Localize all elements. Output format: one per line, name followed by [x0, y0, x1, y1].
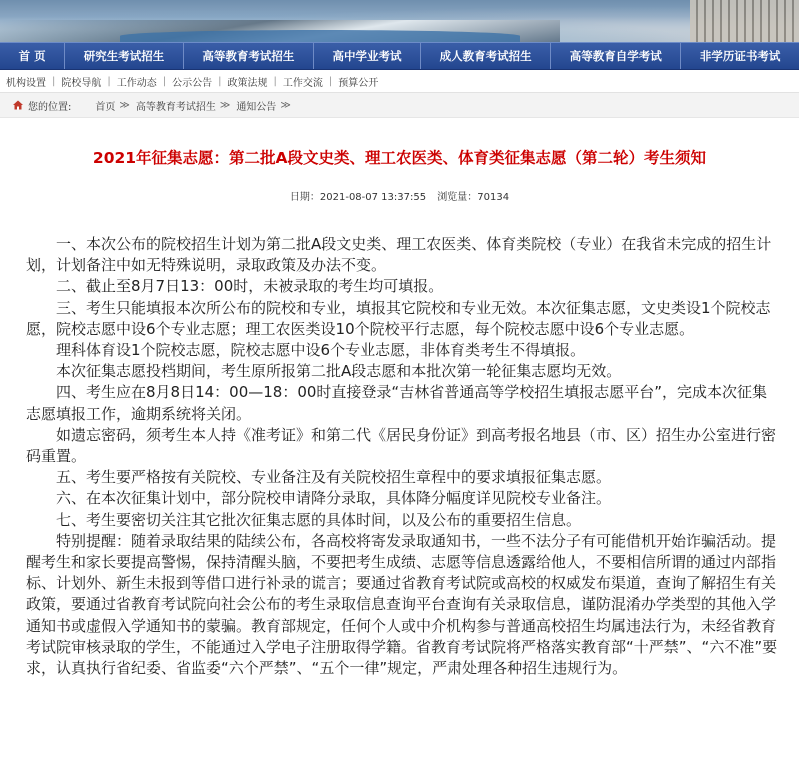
article-paragraph: 六、在本次征集计划中，部分院校申请降分录取，具体降分幅度详见院校专业备注。 — [56, 489, 612, 508]
article-view-count: 浏览量：70134 — [437, 192, 510, 203]
article-paragraph: 一、本次公布的院校招生计划为第二批A段文史类、理工农医类、体育类院校（专业）在我省未完成的招生计划，计划备注中如无特殊说明，录取政策及办法不变。 — [26, 235, 772, 275]
breadcrumb-higher-education[interactable]: 高等教育考试招生 — [135, 101, 216, 113]
chevron-right-icon: ≫ — [219, 99, 231, 111]
article-paragraph: 三、考生只能填报本次所公布的院校和专业，填报其它院校和专业无效。本次征集志愿，文史类设1个院校志愿，院校志愿中设6个专业志愿；理工农医类设10个院校平行志愿，每个院校志愿中设6个专业志愿。 — [26, 298, 771, 338]
article-paragraph: 本次征集志愿投档期间，考生原所报第二批A段志愿和本批次第一轮征集志愿均无效。 — [56, 362, 622, 381]
article-paragraph: 七、考生要密切关注其它批次征集志愿的具体时间，以及公布的重要招生信息。 — [56, 510, 582, 529]
subnav-item-exchange[interactable]: 工作交流 — [282, 77, 323, 89]
breadcrumb — [0, 93, 799, 118]
article-paragraph: 五、考生要严格按有关院校、专业备注及有关院校招生章程中的要求填报征集志愿。 — [56, 468, 612, 487]
breadcrumb-label: 您的位置: — [28, 101, 72, 113]
subnav-item-work-news[interactable]: 工作动态 — [116, 77, 157, 89]
subnav-separator: | — [218, 75, 222, 87]
article-title: 2021年征集志愿：第二批A段文史类、理工农医类、体育类征集志愿（第二轮）考生须知 — [92, 149, 707, 167]
subnav-item-organization[interactable]: 机构设置 — [6, 77, 46, 89]
subnav-separator: | — [162, 75, 167, 87]
article-date: 日期：2021-08-07 13:37:55 — [289, 192, 427, 203]
article-body — [26, 234, 778, 679]
home-icon — [12, 99, 24, 111]
nav-item-graduate-exam[interactable]: 研究生考试招生 — [65, 43, 184, 69]
nav-item-certificate-exam[interactable]: 非学历证书考试 — [699, 49, 781, 63]
chevron-right-icon: ≫ — [280, 99, 291, 111]
subnav-separator: | — [52, 75, 56, 87]
subnav-separator: | — [328, 75, 333, 87]
article-paragraph: 如遗忘密码，须考生本人持《准考证》和第二代《居民身份证》到高考报名地县（市、区）招生办公室进行密码重置。 — [26, 425, 777, 466]
sub-nav — [0, 70, 799, 93]
subnav-item-school-navigation[interactable]: 院校导航 — [61, 77, 102, 89]
article-paragraph: 四、考生应在8月8日14：00—18：00时直接登录“吉林省普通高等学校招生填报志愿平台”，完成本次征集志愿填报工作，逾期系统将关闭。 — [26, 383, 767, 423]
article-paragraph: 理科体育设1个院校志愿，院校志愿中设6个专业志愿，非体育类考生不得填报。 — [56, 341, 586, 360]
nav-item-higher-education-exam[interactable]: 高等教育考试招生 — [184, 43, 314, 69]
nav-item-self-study-exam[interactable]: 高等教育自学考试 — [551, 43, 681, 69]
subnav-item-policies[interactable]: 政策法规 — [227, 77, 268, 89]
subnav-item-budget[interactable]: 预算公开 — [338, 77, 379, 89]
main-nav — [0, 42, 799, 70]
article-paragraph: 二、截止至8月7日13：00时，未被录取的考生均可填报。 — [56, 277, 444, 296]
breadcrumb-home[interactable]: 首页 — [95, 101, 116, 113]
nav-item-adult-education-exam[interactable]: 成人教育考试招生 — [421, 43, 551, 69]
subnav-separator: | — [273, 75, 277, 87]
header-banner-image — [0, 0, 799, 42]
nav-item-home[interactable]: 首 页 — [0, 43, 65, 69]
chevron-right-icon: ≫ — [119, 99, 130, 111]
article-paragraph: 特别提醒：随着录取结果的陆续公布，各高校将寄发录取通知书，一些不法分子有可能借机开始诈骗活动。提醒考生和家长要提高警惕，保持清醒头脑，不要把考生成绩、志愿等信息透露给他人，不要相信所谓的通过内部指标、计划外、新生未报到等借口进行补录的谎言；要通过省教育考试院或高校的权威发布渠道，查询了解招生有关政策，要通过省教育考试院向社会公布的考生录取信息查询平台查询有关录取信息，谨防混淆办学类型的其他入学通知书或虚假入学通知书的蒙骗。教育部规定，任何个人或中介机构参与普通高校招生均属违法行为，未经省教育考试院审核录取的学生，不能通过入学电子注册取得学籍。省教育考试院将严格落实教育部“十严禁”、“六不准”要求，认真执行省纪委、省监委“六个严禁”、“五个一律”规定，严肃处理各种招生违规行为。 — [26, 531, 778, 678]
subnav-separator: | — [107, 75, 111, 87]
article-meta — [0, 188, 799, 203]
nav-item-high-school-exam[interactable]: 高中学业考试 — [314, 43, 421, 69]
subnav-item-announcements[interactable]: 公示公告 — [172, 77, 213, 89]
breadcrumb-notices[interactable]: 通知公告 — [236, 101, 277, 113]
